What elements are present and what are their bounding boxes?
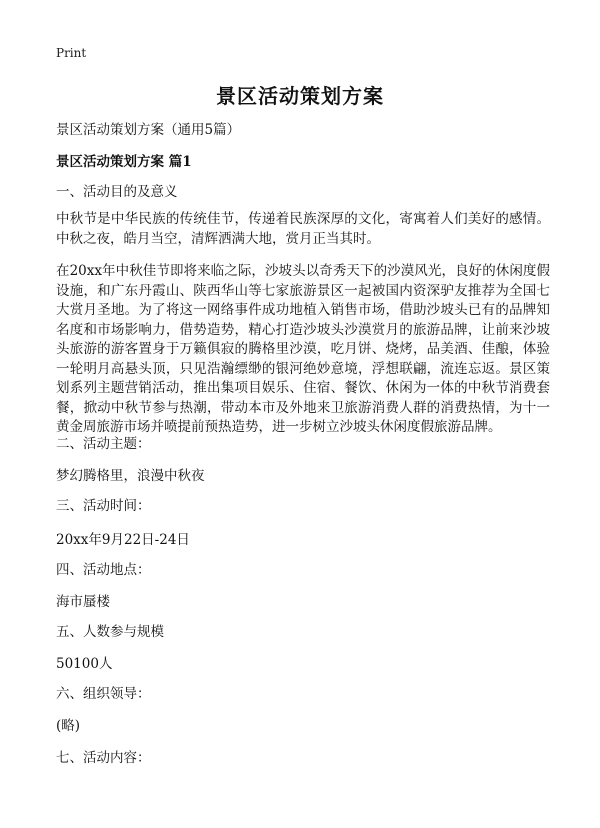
page-title: 景区活动策划方案 bbox=[216, 84, 384, 108]
section-value-organization: (略) bbox=[56, 718, 81, 734]
print-link[interactable]: Print bbox=[56, 46, 87, 60]
section-heading-location: 四、活动地点： bbox=[56, 562, 151, 578]
document-subtitle: 景区活动策划方案（通用5篇） bbox=[56, 122, 241, 138]
section-heading-theme: 二、活动主题： bbox=[56, 436, 151, 452]
section-value-theme: 梦幻腾格里，浪漫中秋夜 bbox=[56, 468, 205, 484]
section-value-location: 海市蜃楼 bbox=[56, 594, 110, 610]
paragraph-purpose-detail: 在20xx年中秋佳节即将来临之际，沙坡头以奇秀天下的沙漠风光，良好的休闲度假设施，和广东丹霞山、陕西华山等七家旅游景区一起被国内资深驴友推荐为全国七大赏月圣地。为了将这一网络事件成功地植入销售市场，借助沙坡头已有的品牌知名度和市场影响力，借势造势，精心打造沙坡头沙漠赏月的旅游品牌，让前来沙坡头旅游的游客置身于万籁俱寂的腾格里沙漠，吃月饼、烧烤，品美酒、佳酿，体验一轮明月高悬头顶，只见浩瀚缥缈的银河绝妙意境，浮想联翩，流连忘返。景区策划系列主题营销活动，推出集项目娱乐、住宿、餐饮、休闲为一体的中秋节消费套餐，掀动中秋节参与热潮，带动本市及外地来卫旅游消费人群的消费热情，为十一黄金周旅游市场并喷提前预热造势，进一步树立沙坡头休闲度假旅游品牌。 bbox=[56, 263, 550, 435]
article-heading: 景区活动策划方案 篇1 bbox=[56, 154, 192, 170]
section-heading-time: 三、活动时间： bbox=[56, 498, 151, 514]
section-heading-organization: 六、组织领导： bbox=[56, 686, 151, 702]
section-value-time: 20xx年9月22日-24日 bbox=[56, 532, 190, 548]
section-heading-purpose: 一、活动目的及意义 bbox=[56, 184, 178, 200]
section-heading-scale: 五、人数参与规模 bbox=[56, 624, 164, 640]
section-value-scale: 50100人 bbox=[56, 656, 113, 672]
section-heading-content: 七、活动内容： bbox=[56, 750, 151, 766]
paragraph-purpose-intro: 中秋节是中华民族的传统佳节，传递着民族深厚的文化，寄寓着人们美好的感情。中秋之夜，皓月当空，清辉洒满大地，赏月正当其时。 bbox=[56, 211, 550, 247]
